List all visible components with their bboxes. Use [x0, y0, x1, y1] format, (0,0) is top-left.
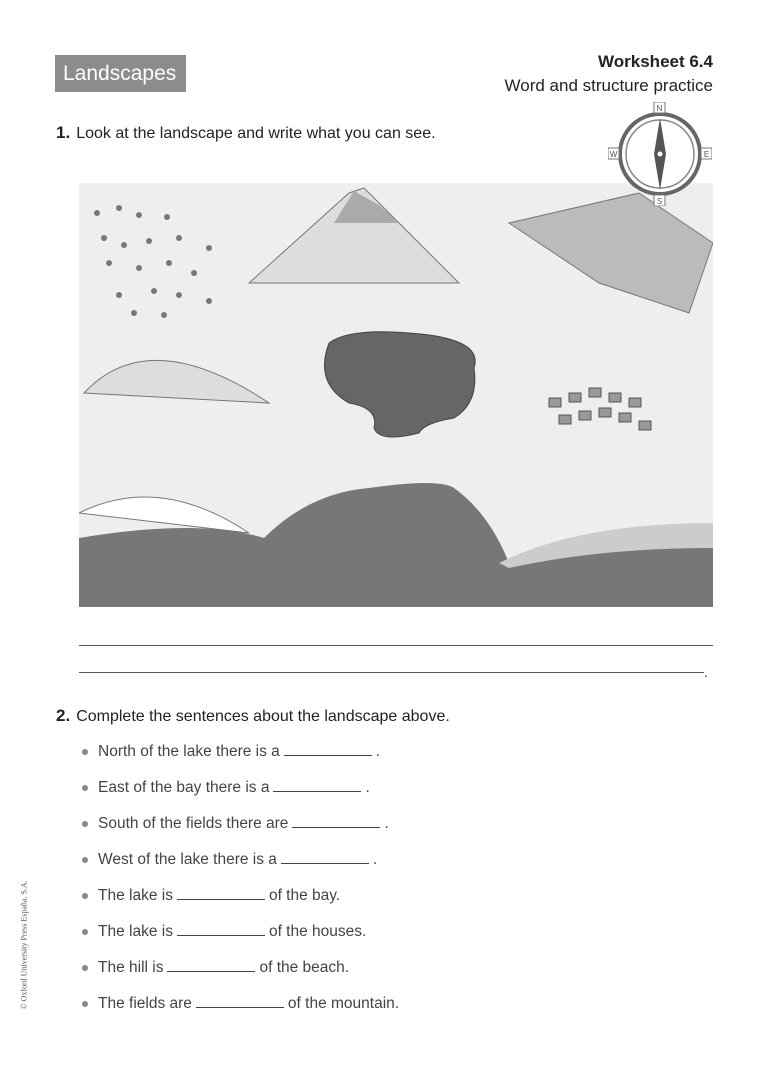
sentence-end: . [384, 815, 389, 832]
blank-field[interactable] [273, 777, 361, 792]
blank-field[interactable] [177, 921, 265, 936]
blank-field[interactable] [292, 813, 380, 828]
question-1 [56, 123, 436, 143]
compass-e: E [703, 150, 710, 159]
blank-field[interactable] [167, 957, 255, 972]
sentence-start: South of the fields there are [98, 815, 289, 832]
sentence-start: The lake is [98, 923, 173, 940]
sentence-item [82, 921, 366, 941]
sentence-end: of the beach. [259, 959, 350, 976]
sentence-end: of the bay. [268, 887, 341, 904]
answer-period: . [704, 664, 708, 680]
question-2 [56, 706, 450, 726]
compass-icon [608, 102, 712, 206]
sentence-end: . [375, 743, 381, 760]
question-text: Complete the sentences about the landscape above. [76, 708, 450, 725]
sentence-item [82, 849, 377, 869]
worksheet-subtitle: Word and structure practice [504, 76, 713, 95]
bullet-icon [82, 1001, 88, 1007]
sentence-item [82, 885, 340, 905]
question-number: 2. [56, 706, 71, 725]
blank-field[interactable] [284, 741, 372, 756]
compass-n: N [656, 104, 663, 113]
bullet-icon [82, 893, 88, 899]
sentence-start: The hill is [98, 959, 164, 976]
bullet-icon [82, 929, 88, 935]
sentence-end: of the mountain. [287, 995, 400, 1012]
worksheet-number: Worksheet 6.4 [598, 52, 713, 71]
blank-field[interactable] [281, 849, 369, 864]
sentence-start: West of the lake there is a [98, 851, 277, 868]
bullet-icon [82, 821, 88, 827]
compass-s: S [656, 197, 663, 206]
bullet-icon [82, 749, 88, 755]
topic-tag: Landscapes [55, 55, 186, 92]
bullet-icon [82, 965, 88, 971]
question-text: Look at the landscape and write what you can see. [76, 125, 436, 142]
compass-w: W [609, 150, 618, 159]
sentence-end: . [365, 779, 370, 796]
sentence-item [82, 957, 349, 977]
sentence-end: . [372, 851, 378, 868]
sentence-item [82, 993, 399, 1013]
sentence-start: North of the lake there is a [98, 743, 280, 760]
blank-field[interactable] [196, 993, 284, 1008]
sentence-end: of the houses. [268, 923, 367, 940]
sentence-item [82, 813, 389, 833]
copyright-notice: © Oxford University Press España, S.A. [19, 880, 29, 1010]
landscape-illustration [79, 183, 713, 607]
sentence-item [82, 741, 380, 761]
question-number: 1. [56, 123, 71, 142]
answer-line-2[interactable] [79, 672, 704, 673]
answer-line-1[interactable] [79, 645, 713, 646]
bullet-icon [82, 857, 88, 863]
sentence-start: The fields are [98, 995, 192, 1012]
sentence-start: The lake is [98, 887, 173, 904]
blank-field[interactable] [177, 885, 265, 900]
sentence-item [82, 777, 370, 797]
bullet-icon [82, 785, 88, 791]
sentence-start: East of the bay there is a [98, 779, 270, 796]
